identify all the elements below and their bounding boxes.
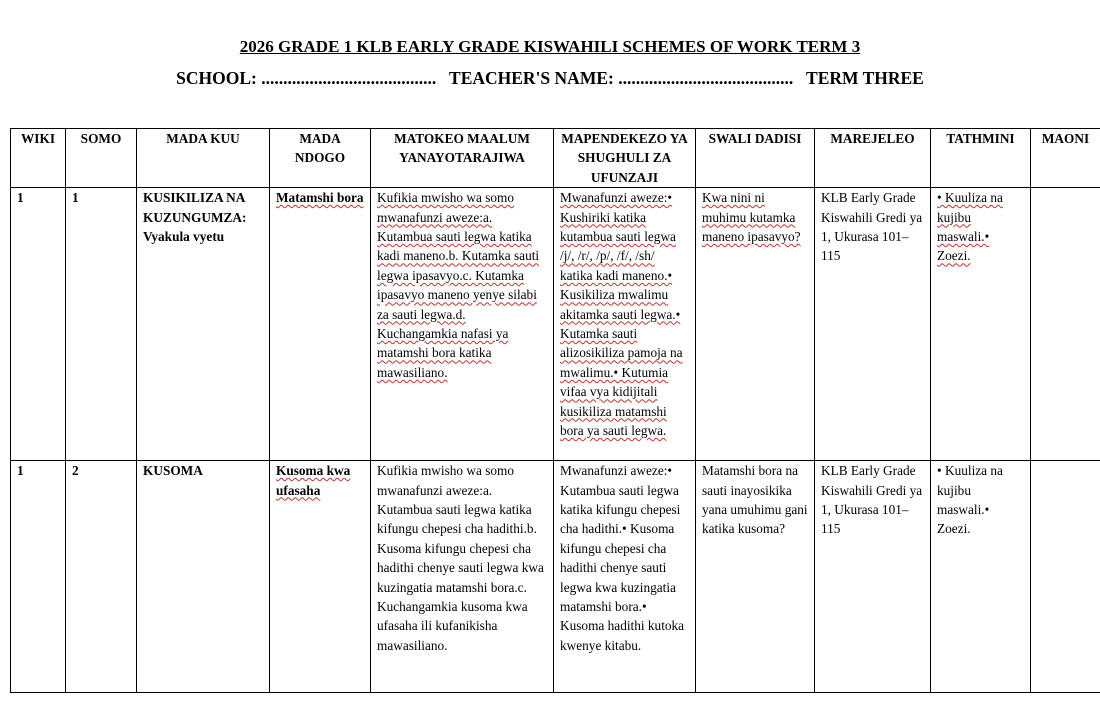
header-marejeleo: MAREJELEO	[815, 129, 931, 188]
header-row	[11, 129, 1100, 188]
cell-tathmini: • Kuuliza na kujibu maswali.• Zoezi.	[931, 461, 1031, 693]
matokeo-text: Kufikia mwisho wa somo mwanafunzi aweze:a. Kutambua sauti legwa katika kadi maneno.b. Kutamka sauti legwa ipasavyo.c. Kutamka ipasavyo maneno yenye silabi za sauti legwa.d. Kuchangamkia nafasi ya matamshi bora katika mawasiliano.	[377, 190, 540, 380]
header-mada-ndogo: MADA NDOGO	[270, 129, 371, 188]
cell-maoni	[1031, 461, 1100, 693]
header-mada-kuu: MADA KUU	[137, 129, 270, 188]
cell-mada-ndogo	[270, 188, 371, 461]
mada-ndogo-text: Kusoma kwa ufasaha	[276, 463, 351, 498]
cell-wiki: 1	[11, 188, 66, 461]
cell-marejeleo: KLB Early Grade Kiswahili Gredi ya 1, Ukurasa 101–115	[815, 188, 931, 461]
cell-matokeo: Kufikia mwisho wa somo mwanafunzi aweze:a. Kutambua sauti legwa katika kifungu chepesi cha hadithi.b. Kusoma kifungu chepesi cha hadithi chenye sauti legwa kwa kuzingatia matamshi bora.c. Kuchangamkia kusoma kwa ufasaha ili kufanikisha mawasiliano.	[371, 461, 554, 693]
cell-wiki: 1	[11, 461, 66, 693]
header-mapendekezo: MAPENDEKEZO YA SHUGHULI ZA UFUNZAJI	[554, 129, 696, 188]
cell-mada-ndogo	[270, 461, 371, 693]
header-wiki: WIKI	[11, 129, 66, 188]
cell-somo: 1	[66, 188, 137, 461]
cell-swali-dadisi: Matamshi bora na sauti inayosikika yana umuhimu gani katika kusoma?	[696, 461, 815, 693]
header-maoni: MAONI	[1031, 129, 1100, 188]
cell-maoni	[1031, 188, 1100, 461]
cell-somo: 2	[66, 461, 137, 693]
mapendekezo-text: Mwanafunzi aweze:• Kushiriki katika kutambua sauti legwa /j/, /r/, /p/, /f/, /sh/ katika kadi maneno.• Kusikiliza mwalimu akitamka sauti legwa.• Kutamka sauti alizosikiliza pamoja na mwalimu.• Kutumia vifaa vya kidijitali kusikiliza matamshi bora ya sauti legwa.	[560, 190, 683, 439]
cell-tathmini	[931, 188, 1031, 461]
cell-mapendekezo	[554, 188, 696, 461]
cell-mapendekezo: Mwanafunzi aweze:• Kutambua sauti legwa katika kifungu chepesi cha hadithi.• Kusoma kifungu chepesi cha hadithi chenye sauti legwa kwa kuzingatia matamshi bora.• Kusoma hadithi kutoka kwenye kitabu.	[554, 461, 696, 693]
swali-dadisi-text: Kwa nini ni muhimu kutamka maneno ipasavyo?	[702, 190, 801, 245]
document-subtitle: SCHOOL: ........................................ TEACHER'S NAME: ........................................ TERM THREE	[176, 68, 924, 88]
cell-mada-kuu: KUSOMA	[137, 461, 270, 693]
tathmini-text: • Kuuliza na kujibu maswali.• Zoezi.	[937, 190, 1003, 264]
table-row	[11, 188, 1100, 461]
document-title: 2026 GRADE 1 KLB EARLY GRADE KISWAHILI SCHEMES OF WORK TERM 3	[239, 37, 861, 56]
table-row	[11, 461, 1100, 693]
cell-marejeleo: KLB Early Grade Kiswahili Gredi ya 1, Ukurasa 101–115	[815, 461, 931, 693]
header-matokeo: MATOKEO MAALUM YANAYOTARAJIWA	[371, 129, 554, 188]
header-tathmini: TATHMINI	[931, 129, 1031, 188]
schemes-of-work-table	[10, 128, 1100, 693]
cell-mada-kuu: KUSIKILIZA NA KUZUNGUMZA: Vyakula vyetu	[137, 188, 270, 461]
mada-ndogo-text: Matamshi bora	[276, 190, 364, 206]
cell-matokeo	[371, 188, 554, 461]
cell-swali-dadisi	[696, 188, 815, 461]
header-swali-dadisi: SWALI DADISI	[696, 129, 815, 188]
header-somo: SOMO	[66, 129, 137, 188]
